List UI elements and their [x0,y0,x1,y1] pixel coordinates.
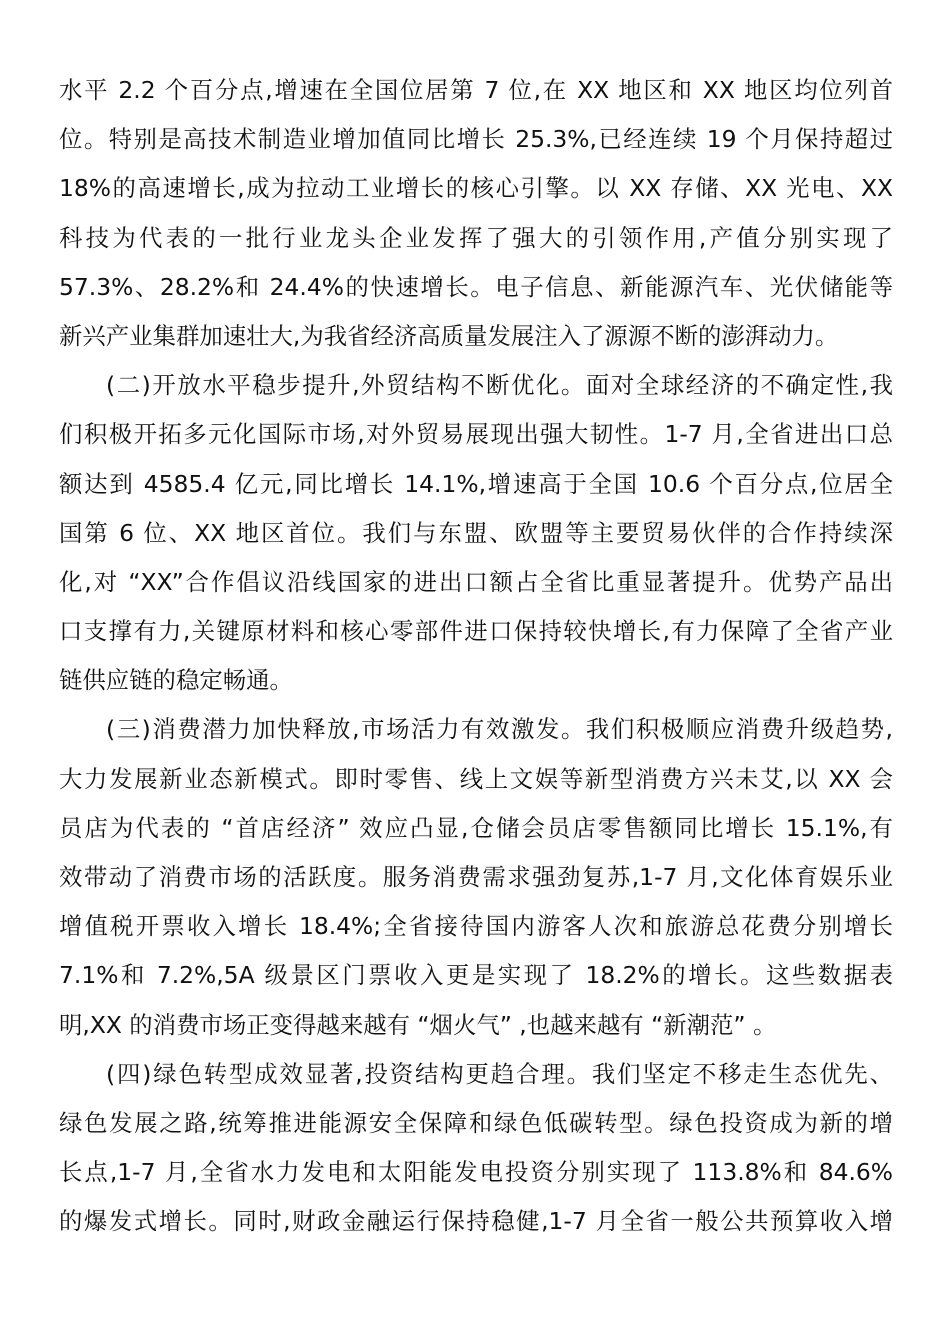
text-line: 科技为代表的一批行业龙头企业发挥了强大的引领作用,产值分别实现了 [59,223,893,252]
text-line: 国第 6 位、XX 地区首位。我们与东盟、欧盟等主要贸易伙伴的合作持续深 [59,518,893,547]
section-heading-line: (二)开放水平稳步提升,外贸结构不断优化。面对全球经济的不确定性,我 [106,371,893,400]
text-line: 绿色发展之路,统筹推进能源安全保障和绿色低碳转型。绿色投资成为新的增 [59,1108,893,1137]
text-line: 明,XX 的消费市场正变得越来越有 “烟火气” ,也越来越有 “新潮范” 。 [59,1010,777,1039]
section-heading-line: (三)消费潜力加快释放,市场活力有效激发。我们积极顺应消费升级趋势, [106,715,893,744]
text-line: 额达到 4585.4 亿元,同比增长 14.1%,增速高于全国 10.6 个百分点,位居全 [59,469,893,498]
text-line: 链供应链的稳定畅通。 [59,666,293,695]
text-line: 大力发展新业态新模式。即时零售、线上文娱等新型消费方兴未艾,以 XX 会 [59,764,893,793]
text-line: 化,对 “XX”合作倡议沿线国家的进出口额占全省比重显著提升。优势产品出 [59,567,893,596]
text-line: 长点,1-7 月,全省水力发电和太阳能发电投资分别实现了 113.8%和 84.6% [59,1158,893,1187]
document-body [59,66,893,1247]
text-line: 增值税开票收入增长 18.4%;全省接待国内游客人次和旅游总花费分别增长 [59,912,893,941]
text-line: 7.1%和 7.2%,5A 级景区门票收入更是实现了 18.2%的增长。这些数据表 [59,961,893,990]
text-line: 18%的高速增长,成为拉动工业增长的核心引擎。以 XX 存储、XX 光电、XX [59,174,893,203]
text-line: 57.3%、28.2%和 24.4%的快速增长。电子信息、新能源汽车、光伏储能等 [59,272,893,301]
text-line: 员店为代表的 “首店经济” 效应凸显,仓储会员店零售额同比增长 15.1%,有 [59,813,893,842]
text-line: 们积极开拓多元化国际市场,对外贸易展现出强大韧性。1-7 月,全省进出口总 [59,420,893,449]
text-line: 水平 2.2 个百分点,增速在全国位居第 7 位,在 XX 地区和 XX 地区均位列首 [59,76,893,104]
text-line: 新兴产业集群加速壮大,为我省经济高质量发展注入了源源不断的澎湃动力。 [59,321,839,350]
text-line: 位。特别是高技术制造业增加值同比增长 25.3%,已经连续 19 个月保持超过 [59,125,893,154]
text-line: 的爆发式增长。同时,财政金融运行保持稳健,1-7 月全省一般公共预算收入增 [59,1207,893,1236]
section-heading-line: (四)绿色转型成效显著,投资结构更趋合理。我们坚定不移走生态优先、 [106,1059,893,1088]
text-line: 口支撑有力,关键原材料和核心零部件进口保持较快增长,有力保障了全省产业 [59,617,893,646]
text-line: 效带动了消费市场的活跃度。服务消费需求强劲复苏,1-7 月,文化体育娱乐业 [59,863,893,891]
